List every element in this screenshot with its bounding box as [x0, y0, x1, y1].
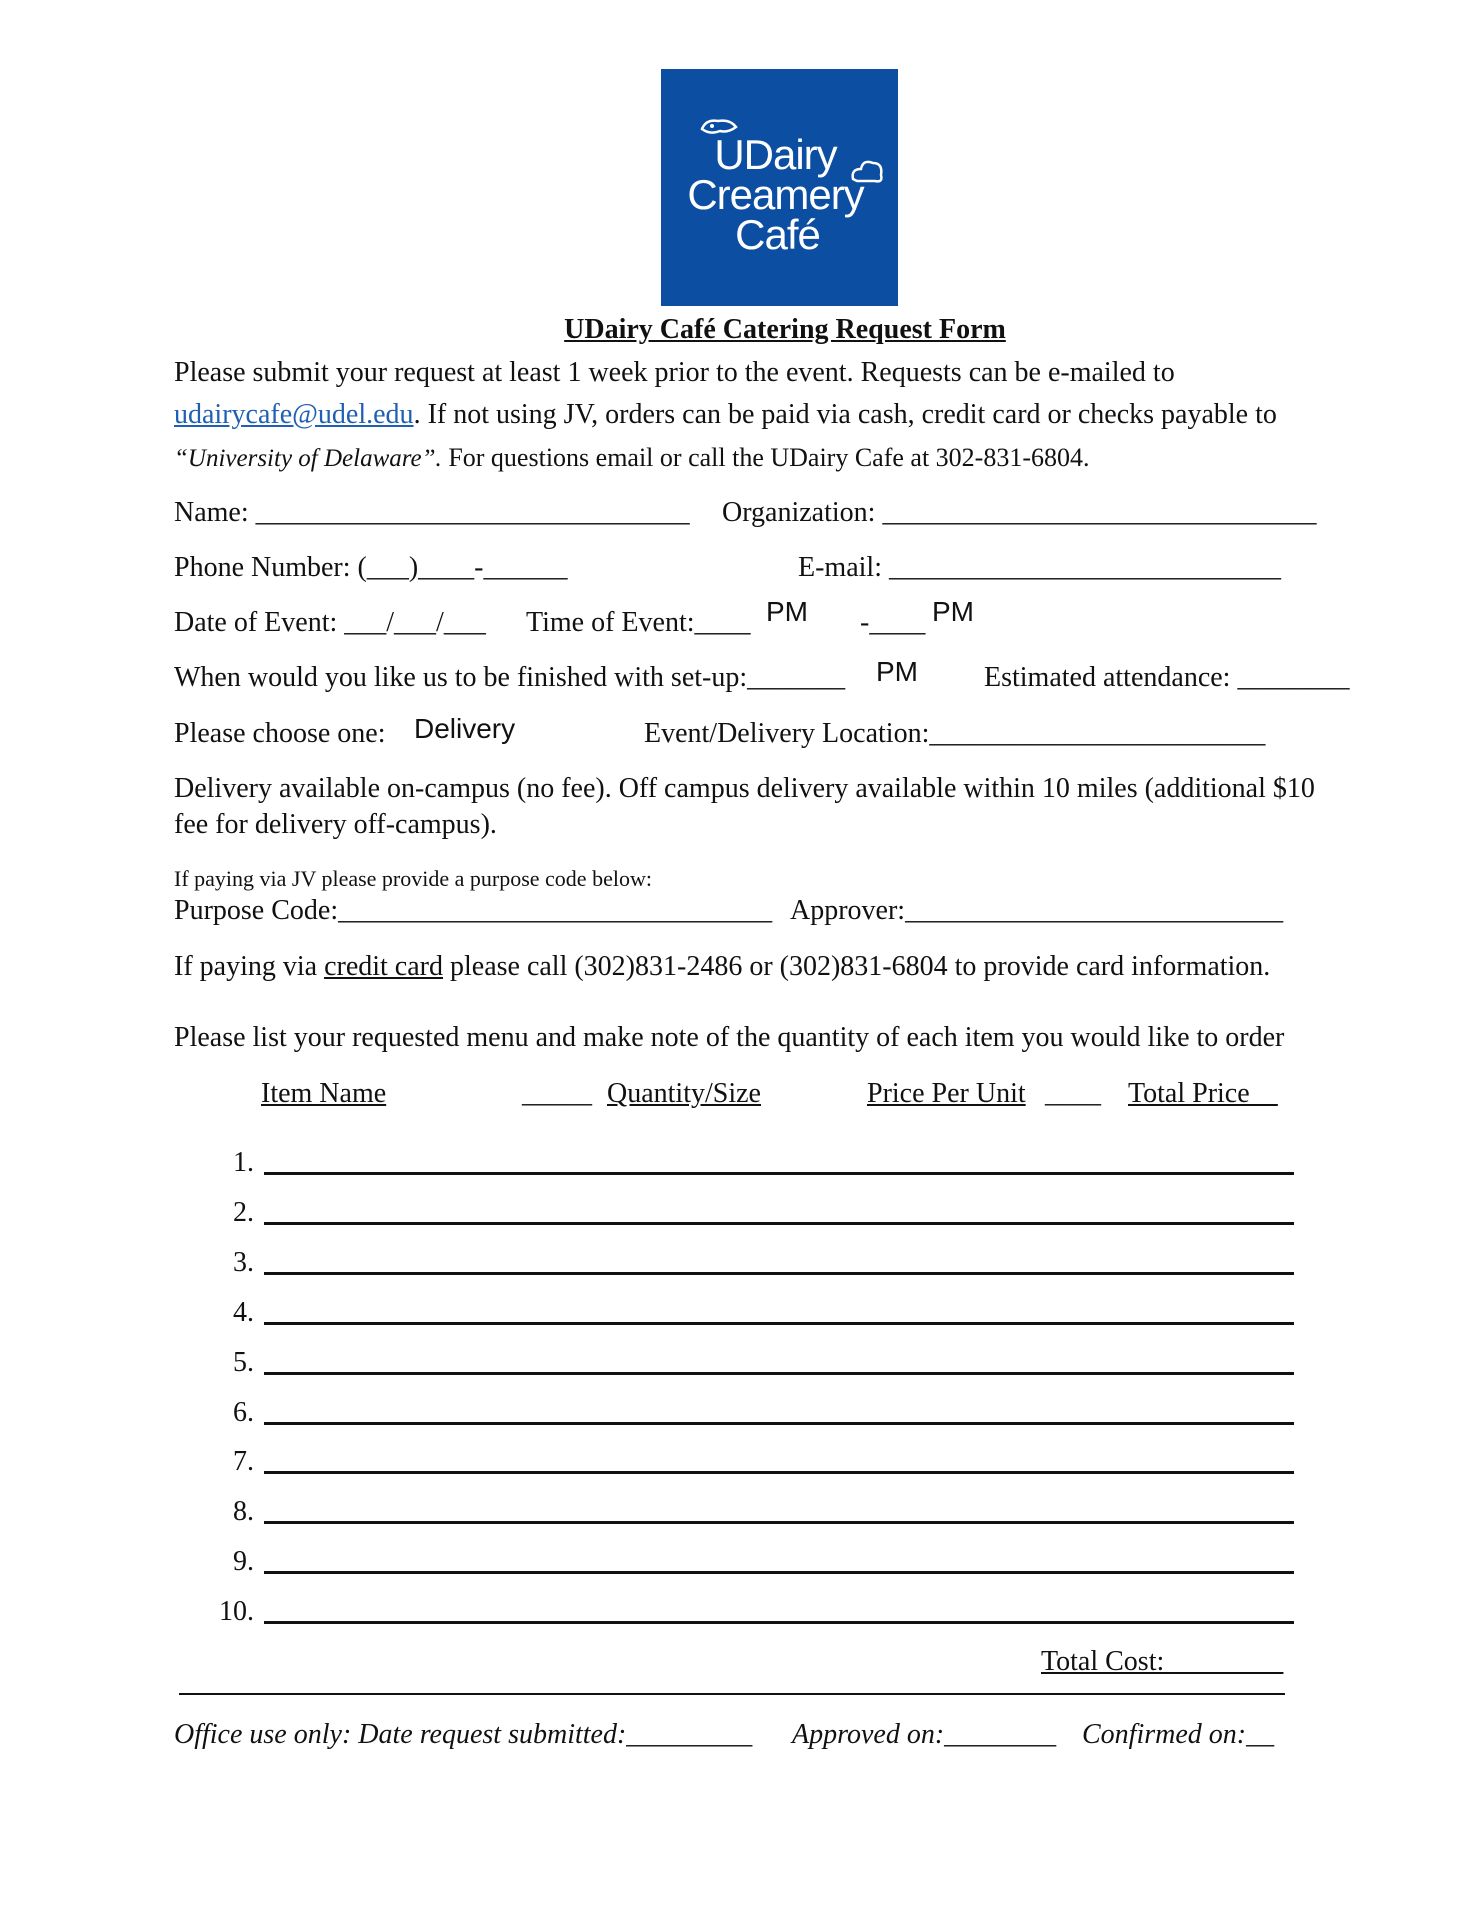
jv-note: If paying via JV please provide a purpose code below:: [174, 866, 652, 891]
attendance-field[interactable]: Estimated attendance: ________: [984, 662, 1350, 693]
menu-row-number: 10.: [219, 1596, 254, 1628]
menu-row-line[interactable]: [264, 1621, 1294, 1624]
menu-intro: Please list your requested menu and make note of the quantity of each item you would like to order: [174, 1022, 1285, 1053]
delivery-note-line-2: fee for delivery off-campus).: [174, 809, 497, 840]
menu-row-number: 8.: [233, 1496, 254, 1528]
payee-text: “University of Delaware”.: [174, 445, 442, 472]
menu-row-line[interactable]: [264, 1222, 1294, 1225]
intro-line-3-text: For questions email or call the UDairy Cafe at 302-831-6804.: [441, 443, 1090, 472]
intro-line-1: Please submit your request at least 1 week prior to the event. Requests can be e-mailed to: [174, 357, 1175, 388]
logo-line-2: Creamery: [687, 171, 864, 218]
header-gap-2: ____: [1045, 1078, 1101, 1109]
udairy-logo: [661, 69, 898, 306]
event-date-field[interactable]: Date of Event: ___/___/___: [174, 607, 486, 638]
office-confirmed-field: Confirmed on:__: [1082, 1719, 1275, 1750]
form-title: UDairy Café Catering Request Form: [564, 314, 1006, 345]
event-time-dash: -____: [860, 607, 926, 638]
menu-row-number: 1.: [233, 1147, 254, 1178]
menu-row-line[interactable]: [264, 1422, 1294, 1425]
organization-field[interactable]: Organization: _______________________________: [722, 497, 1317, 528]
menu-row-number: 9.: [233, 1546, 254, 1578]
divider: [179, 1693, 1285, 1695]
delivery-choice-value[interactable]: Delivery: [414, 713, 516, 744]
email-link[interactable]: udairycafe@udel.edu: [174, 399, 414, 430]
office-approved-field: Approved on:________: [792, 1719, 1057, 1750]
menu-row-line[interactable]: [264, 1372, 1294, 1375]
event-time-label: Time of Event:____: [526, 607, 751, 638]
menu-row-number: 7.: [233, 1446, 254, 1478]
credit-card-note: [174, 950, 1270, 984]
delivery-note-line-1: Delivery available on-campus (no fee). Off campus delivery available within 10 miles (additional $10: [174, 773, 1315, 804]
header-item-name: Item Name: [261, 1078, 387, 1109]
approver-field[interactable]: Approver:___________________________: [790, 895, 1284, 926]
phone-field[interactable]: Phone Number: (___)____-______: [174, 552, 568, 583]
menu-row-line[interactable]: [264, 1571, 1294, 1574]
choose-one-label: Please choose one:: [174, 718, 386, 749]
total-cost-field[interactable]: Total Cost: ________: [1041, 1646, 1284, 1677]
intro-line-2-text: . If not using JV, orders can be paid via cash, credit card or checks payable to: [413, 399, 1277, 430]
menu-row-line[interactable]: [264, 1322, 1294, 1325]
logo-line-3: Café: [735, 211, 820, 258]
menu-row-line[interactable]: [264, 1172, 1294, 1175]
purpose-code-field[interactable]: Purpose Code:_______________________________: [174, 895, 773, 926]
menu-row-number: 6.: [233, 1396, 254, 1428]
intro-line-3: [174, 441, 1090, 476]
event-time-start-value[interactable]: PM: [766, 596, 808, 627]
event-time-end-value[interactable]: PM: [932, 596, 974, 627]
intro-line-2: [174, 398, 1277, 432]
header-quantity: Quantity/Size: [607, 1078, 761, 1109]
cow-icon: [698, 117, 740, 139]
header-gap-1: _____: [522, 1078, 592, 1109]
name-field[interactable]: Name: _______________________________: [174, 497, 690, 528]
menu-row-number: 2.: [233, 1196, 254, 1228]
menu-row-number: 5.: [233, 1346, 254, 1378]
menu-row-line[interactable]: [264, 1471, 1294, 1474]
ice-cream-icon: [849, 157, 885, 187]
credit-card-pre: If paying via: [174, 951, 325, 982]
credit-card-post: please call (302)831-2486 or (302)831-6804 to provide card information.: [442, 951, 1271, 982]
logo-line-1: UDairy: [714, 131, 837, 178]
header-total-price: Total Price__: [1128, 1078, 1278, 1109]
credit-card-link: credit card: [324, 951, 443, 982]
setup-time-value[interactable]: PM: [876, 656, 918, 687]
email-field[interactable]: E-mail: ____________________________: [798, 552, 1281, 583]
location-field[interactable]: Event/Delivery Location:________________________: [644, 718, 1266, 749]
menu-row-line[interactable]: [264, 1521, 1294, 1524]
menu-row-line[interactable]: [264, 1272, 1294, 1275]
menu-row-number: 3.: [233, 1246, 254, 1278]
setup-time-label: When would you like us to be finished with set-up:_______: [174, 662, 846, 693]
menu-row-number: 4.: [233, 1296, 254, 1328]
office-submitted-field: Office use only: Date request submitted:_________: [174, 1719, 753, 1750]
header-price-per-unit: Price Per Unit: [867, 1078, 1026, 1109]
